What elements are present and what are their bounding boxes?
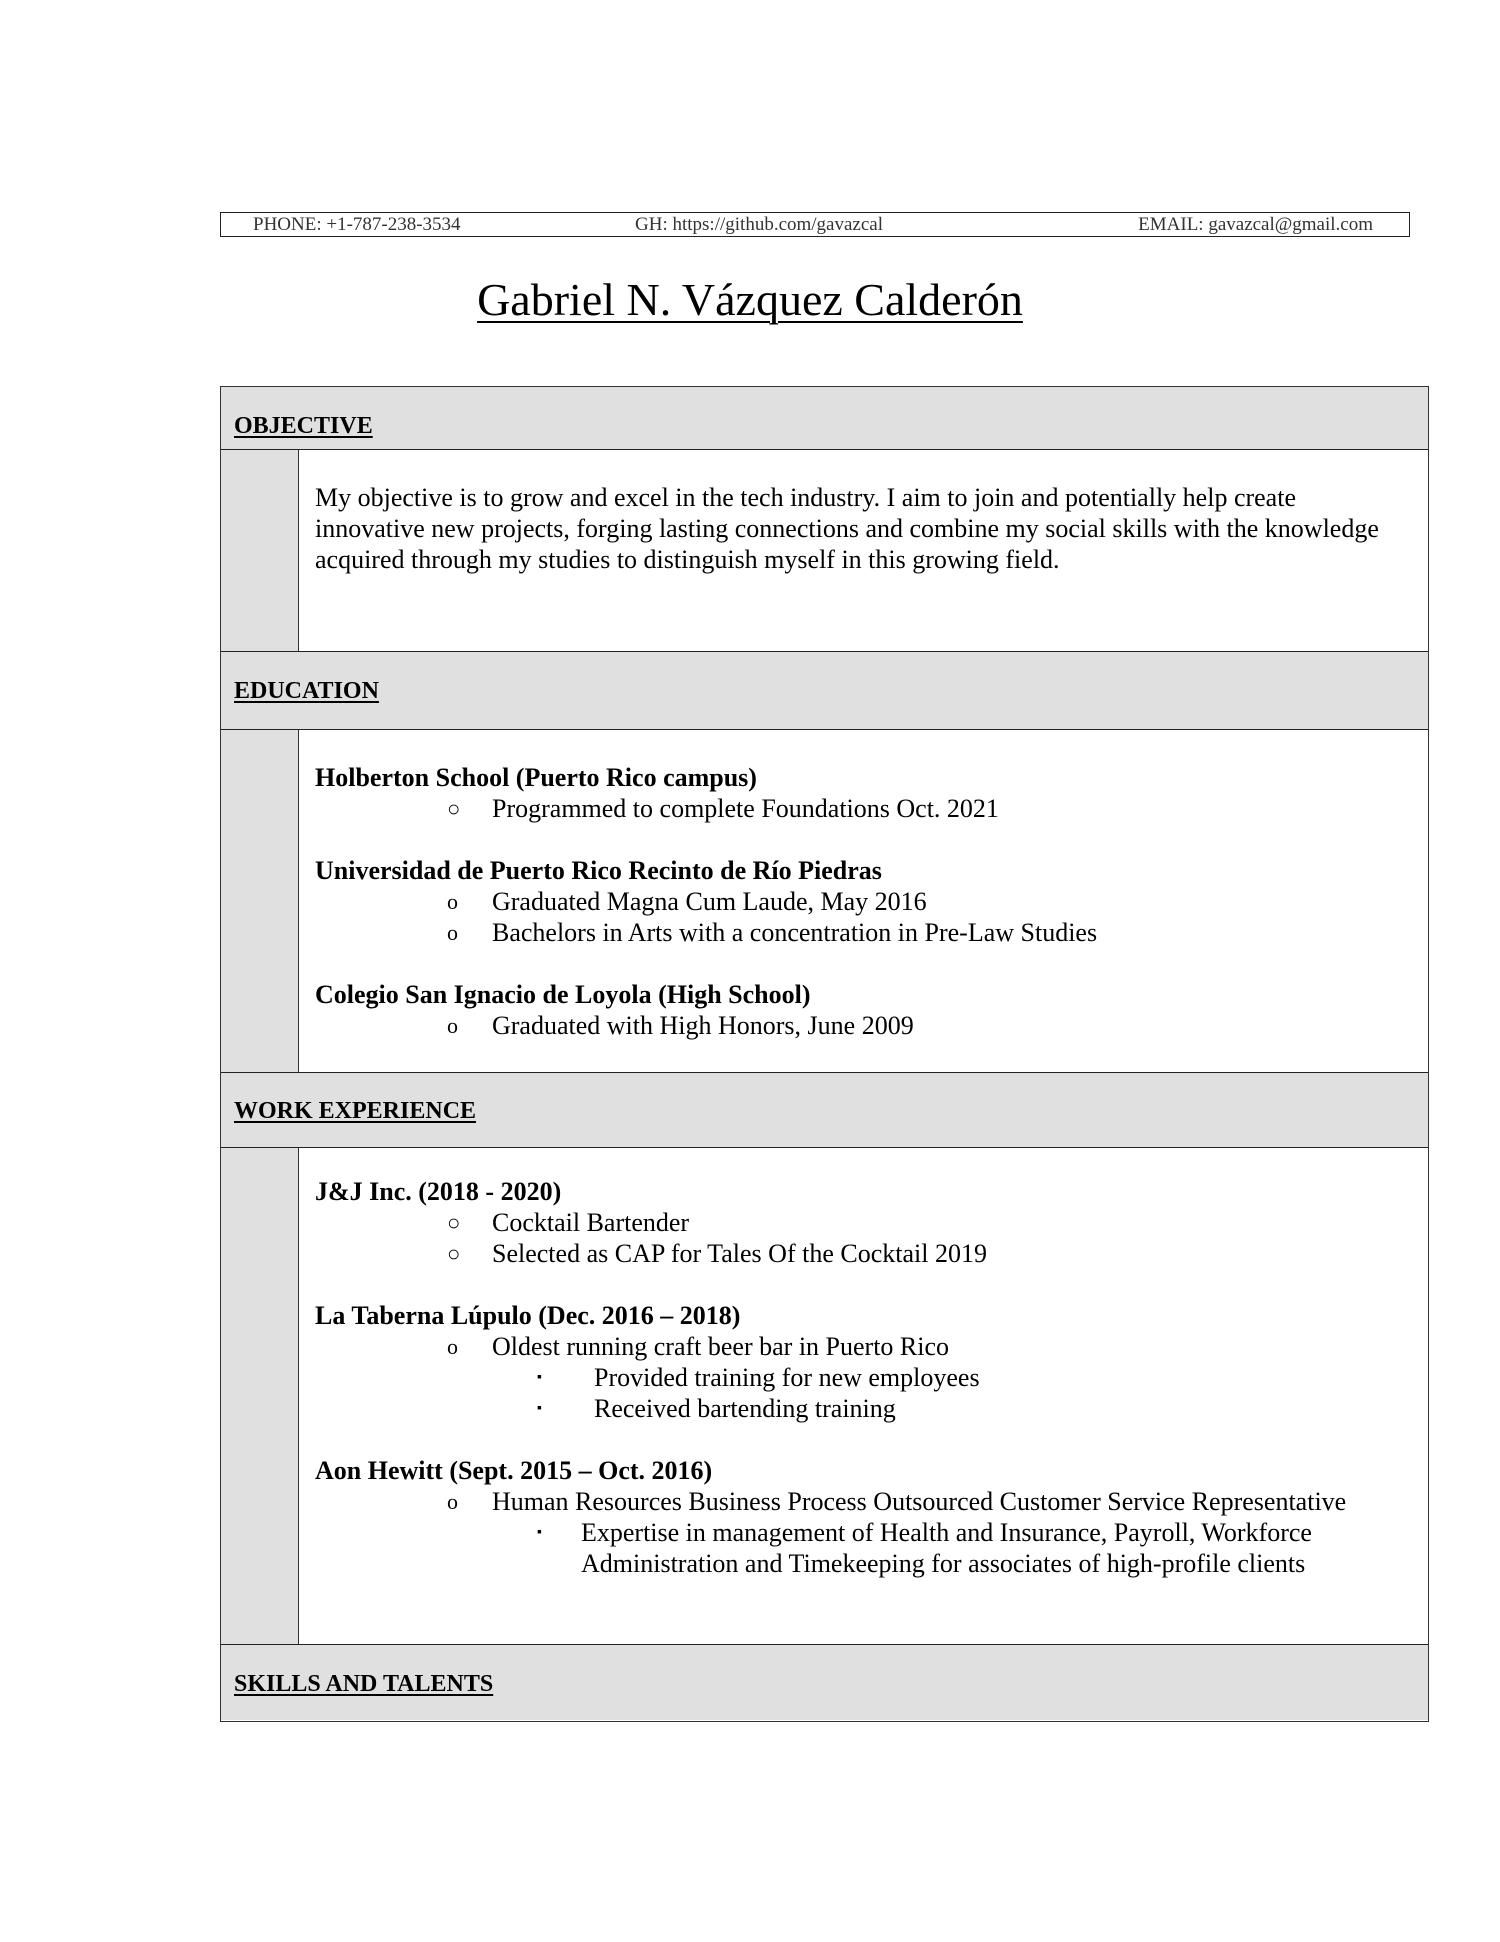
work-entry-title: J&J Inc. (2018 - 2020)	[315, 1177, 562, 1206]
education-body	[221, 729, 1428, 1072]
education-entry-title: Colegio San Ignacio de Loyola (High School)	[315, 980, 811, 1009]
work-heading: WORK EXPERIENCE	[234, 1098, 477, 1124]
education-gutter	[221, 730, 299, 1072]
circle-bullet-icon: o	[447, 1013, 458, 1038]
list-item	[315, 1207, 1408, 1238]
hollow-circle-bullet-icon: ○	[447, 1241, 461, 1266]
list-item-text: Programmed to complete Foundations Oct. 2021	[492, 794, 999, 823]
objective-text: My objective is to grow and excel in the tech industry. I aim to join and potentially help create innovative new projects, forging lasting connections and combine my social skills with the knowledge acquired through my studies to distinguish myself in this growing field.	[315, 483, 1379, 574]
work-entry-title: Aon Hewitt (Sept. 2015 – Oct. 2016)	[315, 1456, 713, 1485]
list-item	[315, 1486, 1408, 1517]
contact-phone: PHONE: +1-787-238-3534	[253, 214, 461, 235]
hollow-circle-bullet-icon: ○	[447, 796, 461, 821]
sub-list-item-text: Provided training for new employees	[594, 1363, 980, 1392]
sub-list-item-text: Expertise in management of Health and Insurance, Payroll, Workforce Administration and Timekeeping for associates of high-profile clients	[581, 1518, 1312, 1578]
list-item	[315, 1010, 1408, 1041]
work-content	[315, 1176, 1408, 1579]
list-item	[315, 886, 1408, 917]
objective-heading: OBJECTIVE	[234, 413, 373, 439]
circle-bullet-icon: o	[447, 920, 458, 945]
objective-header	[221, 387, 1428, 449]
contact-github-link[interactable]: GH: https://github.com/gavazcal	[635, 214, 884, 235]
objective-body	[221, 449, 1428, 651]
square-bullet-icon: ▪	[537, 1370, 542, 1385]
sub-list-item	[315, 1362, 1408, 1393]
hollow-circle-bullet-icon: ○	[447, 1210, 461, 1235]
work-header	[221, 1072, 1428, 1147]
education-header	[221, 651, 1428, 729]
education-entry-title: Holberton School (Puerto Rico campus)	[315, 763, 757, 792]
education-entry	[315, 855, 1408, 948]
work-body	[221, 1147, 1428, 1644]
work-entry	[315, 1455, 1408, 1579]
list-item-text: Cocktail Bartender	[492, 1208, 690, 1237]
work-entry	[315, 1176, 1408, 1269]
objective-content	[315, 482, 1408, 575]
square-bullet-icon: ▪	[537, 1401, 542, 1416]
objective-gutter	[221, 450, 299, 651]
square-bullet-icon: ▪	[537, 1525, 542, 1540]
page-title	[0, 272, 1500, 328]
contact-email-link[interactable]: EMAIL: gavazcal@gmail.com	[1138, 214, 1373, 235]
list-item-text: Selected as CAP for Tales Of the Cocktail 2019	[492, 1239, 987, 1268]
sub-list-item	[315, 1393, 1408, 1424]
education-entry	[315, 762, 1408, 824]
list-item	[315, 793, 1408, 824]
list-item	[315, 1238, 1408, 1269]
list-item-text: Graduated with High Honors, June 2009	[492, 1011, 914, 1040]
contact-bar	[220, 212, 1410, 237]
skills-header	[221, 1644, 1428, 1720]
list-item	[315, 1331, 1408, 1362]
circle-bullet-icon: o	[447, 889, 458, 914]
list-item-text: Oldest running craft beer bar in Puerto Rico	[492, 1332, 950, 1361]
education-entry	[315, 979, 1408, 1041]
sub-list-item	[315, 1517, 1408, 1579]
circle-bullet-icon: o	[447, 1334, 458, 1359]
work-entry-title: La Taberna Lúpulo (Dec. 2016 – 2018)	[315, 1301, 741, 1330]
education-entry-title: Universidad de Puerto Rico Recinto de Río Piedras	[315, 856, 882, 885]
list-item-text: Human Resources Business Process Outsourced Customer Service Representative	[492, 1487, 1347, 1516]
list-item-text: Bachelors in Arts with a concentration in Pre-Law Studies	[492, 918, 1098, 947]
sub-list-item-text: Received bartending training	[594, 1394, 896, 1423]
work-entry	[315, 1300, 1408, 1424]
education-heading: EDUCATION	[234, 678, 379, 704]
skills-heading: SKILLS AND TALENTS	[234, 1671, 494, 1697]
list-item	[315, 917, 1408, 948]
education-content	[315, 762, 1408, 1041]
resume-table	[220, 386, 1429, 1722]
full-name: Gabriel N. Vázquez Calderón	[477, 274, 1023, 325]
work-gutter	[221, 1148, 299, 1644]
list-item-text: Graduated Magna Cum Laude, May 2016	[492, 887, 927, 916]
circle-bullet-icon: o	[447, 1489, 458, 1514]
